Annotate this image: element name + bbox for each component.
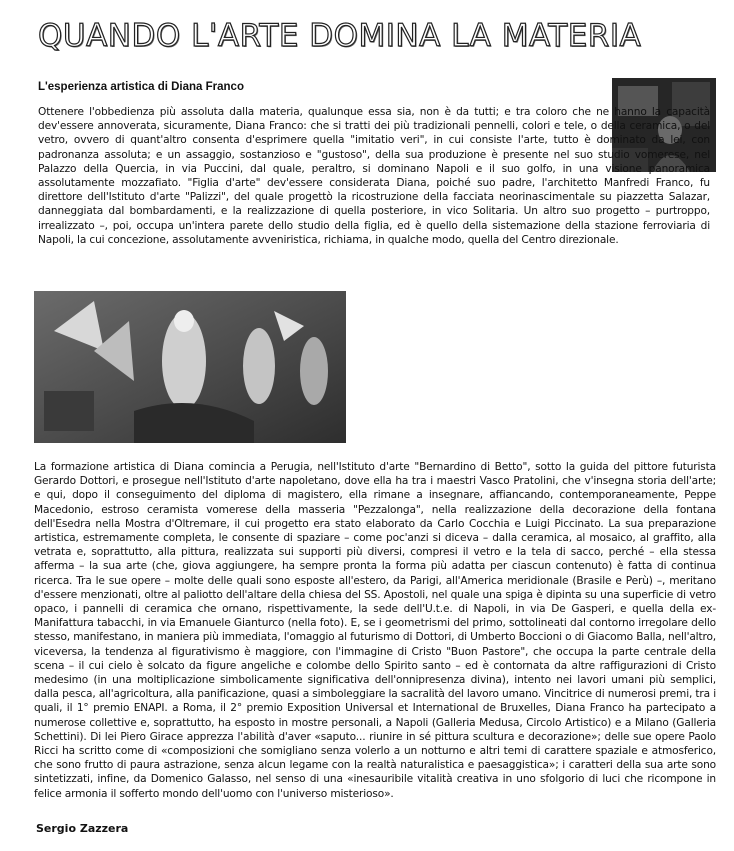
paragraph-intro: Ottenere l'obbedienza più assoluta dalla materia, qualunque essa sia, non è da tutti; e tra coloro che ne hanno la capacità dev'essere annoverata, sicuramente, Diana Franco: che si tratti dei più tradizionali pennelli, colori e tele, o della ceramica, o del vetro, ovvero di quant'altro consenta d'esprimere quella "imitatio veri", in cui consiste l'arte, tutto è dominato da lei, con padronanza assoluta; e un assaggio, sostanzioso e "gustoso", della sua produzione è presente nel suo studio vomerese, nel Palazzo della Quercia, in via Puccini, dal quale, peraltro, si dominano Napoli e il suo golfo, in una visione panoramica assolutamente mozzafiato. "Figlia d'arte" dev'essere considerata Diana, poiché suo padre, l'architetto Manfredi Franco, fu direttore dell'Istituto d'arte "Palizzi", del quale progettò la ricostruzione della facciata neorinascimentale su piazzetta Salazar, danneggiata dal bombardamenti, e la realizzazione di quella posteriore, in vico Solitaria. Un altro suo progetto – purtroppo, irrealizzato –, poi, occupa un'intera parete dello studio della figlia, ed è quello della sistemazione della stazione ferroviaria di Napoli, la cui concezione, assolutamente avveniristica, richiama, in qualche modo, quella del Centro direzionale. [38, 106, 710, 246]
paragraph-training: La formazione artistica di Diana comincia a Perugia, nell'Istituto d'arte "Bernardino di Betto", sotto la guida del pittore futurista Gerardo Dottori, e prosegue nell'Istituto d'arte napoletano, dove ella ha tra i maestri Vasco Pratolini, che v'insegna storia dell'arte; e qui, dopo il conseguimento del diploma di magistero, ella rimane a insegnare, affiancando, contemporaneamente, Peppe Macedonio, estroso ceramista vomerese della masseria "Pezzalonga", nella realizzazione della decorazione della fontana dell'Esedra nella Mostra d'Oltremare, il cui progetto era stato elaborato da Carlo Cocchia e Luigi Piccinato. La sua preparazione artistica, estremamente completa, le consente di spaziare – come poc'anzi si diceva – dalla ceramica, al mosaico, al graffito, alla vetrata e, soprattutto, alla pittura, realizzata sui supporti più diversi, compresi il vetro e la tela di sacco, perché – ella stessa afferma – la sua arte (che, giova aggiungere, ha sempre pronta la forma più adatta per ciascun contenuto) è fatta di continua ricerca. Tra le sue opere – molte delle quali sono esposte all'estero, da Parigi, all'America meridionale (Brasile e Perù) –, meritano d'essere menzionati, oltre al paliotto dell'altare della chiesa del SS. Apostoli, nel quale una spiga è dipinta su una superficie di vetro opaco, i pannelli di ceramica che ornano, rispettivamente, la sede dell'U.t.e. di Napoli, in via De Gasperi, e quella della ex-Manifattura tabacchi, in via Emanuele Gianturco (nella foto). E, se i geometrismi del primo, sottolineati dal contorno irregolare dello stesso, manifestano, in maniera più immediata, l'omaggio al futurismo di Dottori, di Umberto Boccioni o di Giacomo Balla, nell'altro, viceversa, la tendenza al figurativismo è maggiore, con l'immagine di Cristo "Buon Pastore", che occupa la parte centrale della scena – il cui cielo è solcato da figure angeliche e colombe dello Spirito santo – ed è contornata da altre raffigurazioni di Cristo medesimo (in una moltiplicazione simbolicamente significativa dell'onnipresenza divina), intento nei lavori umani più semplici, dalla pesca, all'agricoltura, alla panificazione, quasi a simboleggiare la sacralità del lavoro umano. Vincitrice di numerosi premi, tra i quali, il 1° premio ENAPI. a Roma, il 2° premio Exposition Universal et International de Bruxelles, Diana Franco ha partecipato a numerose collettive e, soprattutto, ha esposto in mostre personali, a Napoli (Galleria Medusa, Circolo Artistico) e a Milano (Galleria Schettini). Di lei Piero Girace apprezza l'abilità d'aver «saputo... riunire in sé pittura scultura e decorazione»; delle sue opere Paolo Ricci ha scritto come di «composizioni che somigliano senza volerlo a un notturno e altri temi di carattere spaziale e atmosferico, che sono frutto di paura astrazione, senza alcun legame con la realtà naturalistica e paesaggistica»; i caratteri della sua arte sono sintetizzati, infine, da Domenico Galasso, nel senso di una «inesauribile vitalità creativa in uno sfolgorio di luci che ricompone in felice armonia il sofferto mondo dell'uomo con l'universo misterioso». [34, 461, 716, 800]
ceramic-panel-photo [34, 291, 346, 443]
author-name: Sergio Zazzera [36, 822, 129, 835]
article-title: QUANDO L'ARTE DOMINA LA MATERIA [38, 18, 642, 54]
article-subtitle: L'esperienza artistica di Diana Franco [38, 81, 244, 93]
